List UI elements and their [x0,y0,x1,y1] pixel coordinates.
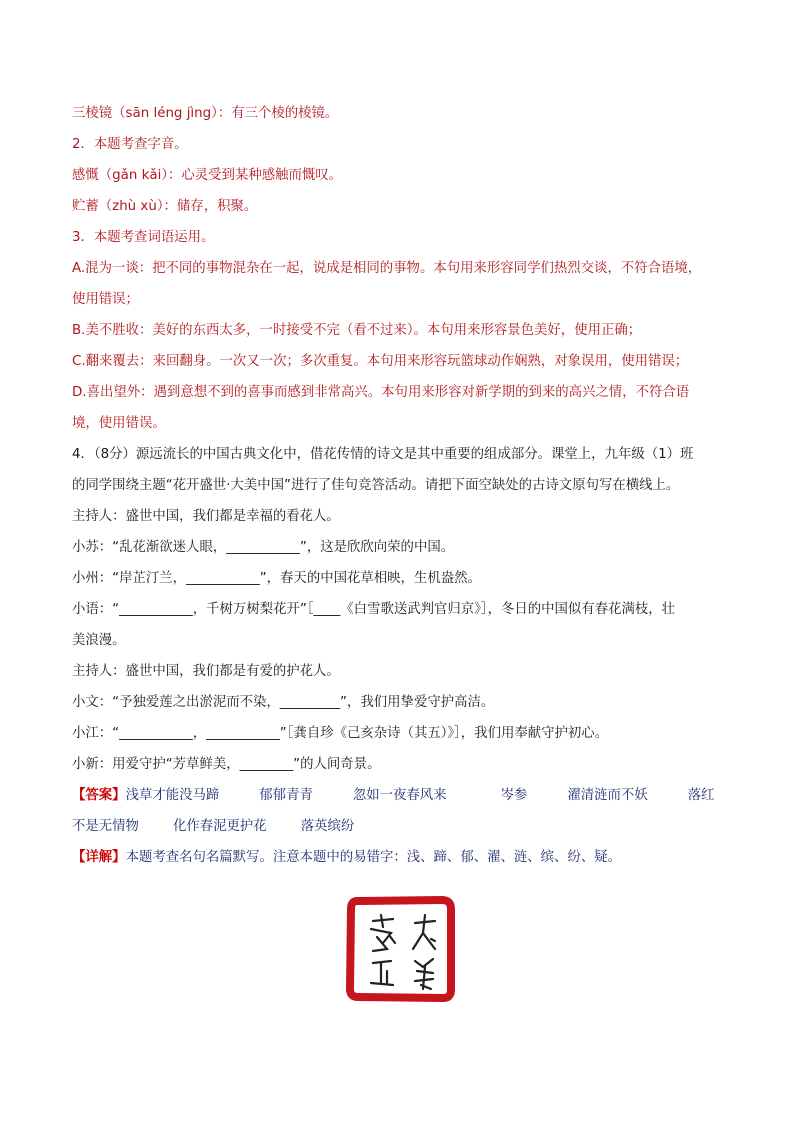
question-heading: 2．本题考查字音。 [72,137,188,152]
answer-line1 [72,780,732,811]
answer-item: 忽如一夜春风来 [352,788,447,803]
question-heading: 3．本题考查词语运用。 [72,230,215,245]
text-line: 感慨（gǎn kǎi）：心灵受到某种感触而慨叹。 [72,168,343,183]
detail-line [72,842,732,873]
text-line: 主持人：盛世中国，我们都是有爱的护花人。 [72,664,340,679]
option-a-line1: A.混为一谈：把不同的事物混杂在一起，说成是相同的事物。本句用来形容同学们热烈交谈，不符合语境， [72,261,702,276]
answer-item: 岑参 [500,788,528,803]
seal-icon [343,893,458,1005]
text-line: 美浪漫。 [72,633,126,648]
document-body [72,98,732,873]
answer-item: 郁郁青青 [259,788,313,803]
text-line: 小州：“岸芷汀兰，___________”，春天的中国花草相映，生机盎然。 [72,571,481,586]
option-d-line2: 境，使用错误。 [72,416,166,431]
answer-item: 落红 [687,788,715,803]
answer-line2 [72,811,732,842]
text-line: 三棱镜（sān léng jìng）：有三个棱的棱镜。 [72,106,339,121]
text-line: 贮蓄（zhù xù）：储存，积聚。 [72,199,258,214]
option-d-line1: D.喜出望外：遇到意想不到的喜事而感到非常高兴。本句用来形容对新学期的到来的高兴之情，不符合语 [72,385,690,400]
question-4-line2: 的同学围绕主题“花开盛世·大美中国”进行了佳句竞答活动。请把下面空缺处的古诗文原句写在横线上。 [72,478,680,493]
detail-text: 本题考查名句名篇默写。注意本题中的易错字：浅、蹄、郁、濯、涟、缤、纷、疑。 [125,850,622,865]
question-4-line1: 4．（8分）源远流长的中国古典文化中，借花传情的诗文是其中重要的组成部分。课堂上，九年级（1）班 [72,447,694,462]
answer-item: 濯清涟而不妖 [567,788,648,803]
text-line: 小新：用爱守护“芳草鲜美，________”的人间奇景。 [72,757,381,772]
option-c: C.翻来覆去：来回翻身。一次又一次；多次重复。本句用来形容玩篮球动作娴熟，对象误用，使用错误； [72,354,689,369]
detail-tag: 【详解】 [72,850,126,865]
text-line: 小苏：“乱花渐欲迷人眼，___________”，这是欣欣向荣的中国。 [72,540,455,555]
text-line: 小文：“予独爱莲之出淤泥而不染，_________”，我们用挚爱守护高洁。 [72,695,495,710]
text-line: 小江：“___________，___________”［龚自珍《己亥杂诗（其五）》］，我们用奉献守护初心。 [72,726,609,741]
text-line: 小语：“___________，千树万树梨花开”［____《白雪歌送武判官归京》］，冬日的中国似有春花满枝，壮 [72,602,676,617]
text-line: 主持人：盛世中国，我们都是幸福的看花人。 [72,509,340,524]
answer-item: 不是无情物 [72,819,139,834]
seal-stamp [343,893,458,1005]
answer-item: 浅草才能没马蹄 [125,788,220,803]
answer-item: 化作春泥更护花 [172,819,267,834]
answer-tag: 【答案】 [72,788,126,803]
answer-item: 落英缤纷 [300,819,355,834]
option-a-line2: 使用错误； [72,292,139,307]
option-b: B.美不胜收：美好的东西太多，一时接受不完（看不过来）。本句用来形容景色美好，使用正确； [72,323,642,338]
